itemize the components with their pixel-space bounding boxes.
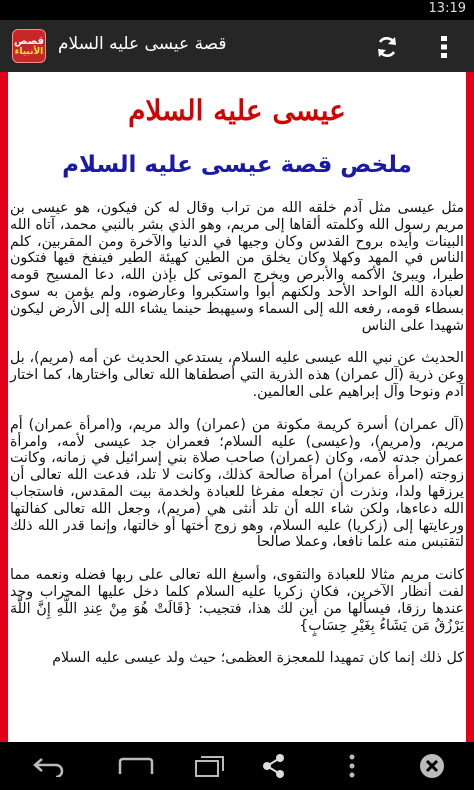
article-paragraph: كانت مريم مثالا للعبادة والتقوى، وأسبغ الله تعالى على ربها فضله ونعمه مما لفت أنظار الآخرين، فكان زكريا عليه السلام كلما دخل عليها المحراب وجد عندها رزقا، فيسألها من أين لك هذا، فتجيب: {قَالَتْ هُوَ مِنْ عِندِ اللَّهِ إِنَّ اللَّهَ يَرْزُقُ مَن يَشَاءُ بِغَيْرِ حِسَابٍ}	[10, 567, 464, 634]
action-bar	[0, 20, 474, 72]
share-button[interactable]	[252, 750, 296, 782]
article-title: عيسى عليه السلام	[128, 94, 346, 127]
overflow-menu-button[interactable]	[434, 32, 454, 62]
status-time: 13:19	[428, 1, 466, 16]
back-icon	[32, 755, 68, 777]
more-options-button[interactable]	[330, 750, 374, 782]
article-content[interactable]	[8, 72, 466, 742]
recent-apps-icon	[194, 754, 226, 778]
article-paragraph: الحديث عن نبي الله عيسى عليه السلام، يستدعي الحديث عن أمه (مريم)، بل وعن ذرية (آل عمران) هذه الذرية التي أصطفاها الله تعالى واختارها، كما اختار آدم ونوحا وآل إبراهيم على العالمين.	[10, 350, 464, 400]
article-body	[10, 200, 464, 683]
more-dots-icon	[348, 753, 356, 779]
app-logo-icon[interactable]	[12, 29, 46, 63]
navigation-bar	[0, 742, 474, 790]
article-paragraph: (آل عمران) أسرة كريمة مكونة من (عمران) والد مريم، و(امرأة عمران) أم مريم، و(مريم)، و(عيسى) عليه السلام؛ فعمران جد عيسى لأمه، وامرأة عمران جدته لأمه، وكان (عمران) صاحب صلاة بني إسرائيل في زمانه، وكانت زوجته (امرأة عمران) امرأة صالحة كذلك، وكانت لا تلد، فدعت الله تعالى أن يرزقها ولدا، ونذرت أن تجعله مفرغا للعبادة ولخدمة بيت المقدس، فاستجاب الله دعاءها، ولكن شاء الله أن تلد أنثى هي (مريم)، وجعل الله تعالى كفالتها ورعايتها إلى (زكريا) عليه السلام، وهو زوج أختها أو خالتها، وإنما قدر الله ذلك لتقتبس منه علما نافعا، وعملا صالحا	[10, 416, 464, 551]
app-icon-text-2: الأنبياء	[14, 46, 44, 57]
share-icon	[261, 753, 287, 779]
app-icon-text-1: قصص	[13, 35, 45, 47]
action-bar-title: قصة عيسى عليه السلام	[58, 34, 227, 54]
refresh-icon	[374, 34, 400, 60]
close-icon	[418, 752, 446, 780]
home-button[interactable]	[114, 750, 158, 782]
back-button[interactable]	[28, 750, 72, 782]
refresh-button[interactable]	[372, 32, 402, 62]
status-bar	[0, 0, 474, 20]
recent-apps-button[interactable]	[188, 750, 232, 782]
close-button[interactable]	[410, 750, 454, 782]
article-paragraph: كل ذلك إنما كان تمهيدا للمعجزة العظمى؛ حيث ولد عيسى عليه السلام	[52, 650, 464, 667]
home-icon	[116, 756, 156, 776]
overflow-menu-icon	[440, 35, 448, 59]
article-paragraph: مثل عيسى مثل آدم خلقه الله من تراب وقال له كن فيكون، هو عيسى بن مريم رسول الله وكلمته ألقاها إلى مريم، وهو الذي بشر بالنبي محمد، آتاه الله البينات وأيده بروح القدس وكان وجيها في الدنيا والآخرة ومن المقربين، كلم الناس في المهد وكهلا وكان يخلق من الطين كهيئة الطير فينفخ فيها فتكون طيرا، ويبرئ الأكمه والأبرص ويخرج الموتى كل بإذن الله، دعا المسيح قومه لعبادة الله الواحد الأحد ولكنهم أبوا واستكبروا وعارضوه، ولم يؤمن به سوى بسطاء قومه، رفعه الله إلى السماء وسيهبط حينما يشاء الله إلى الأرض ليكون شهيدا على الناس	[10, 200, 464, 334]
article-subtitle: ملخص قصة عيسى عليه السلام	[62, 152, 412, 178]
